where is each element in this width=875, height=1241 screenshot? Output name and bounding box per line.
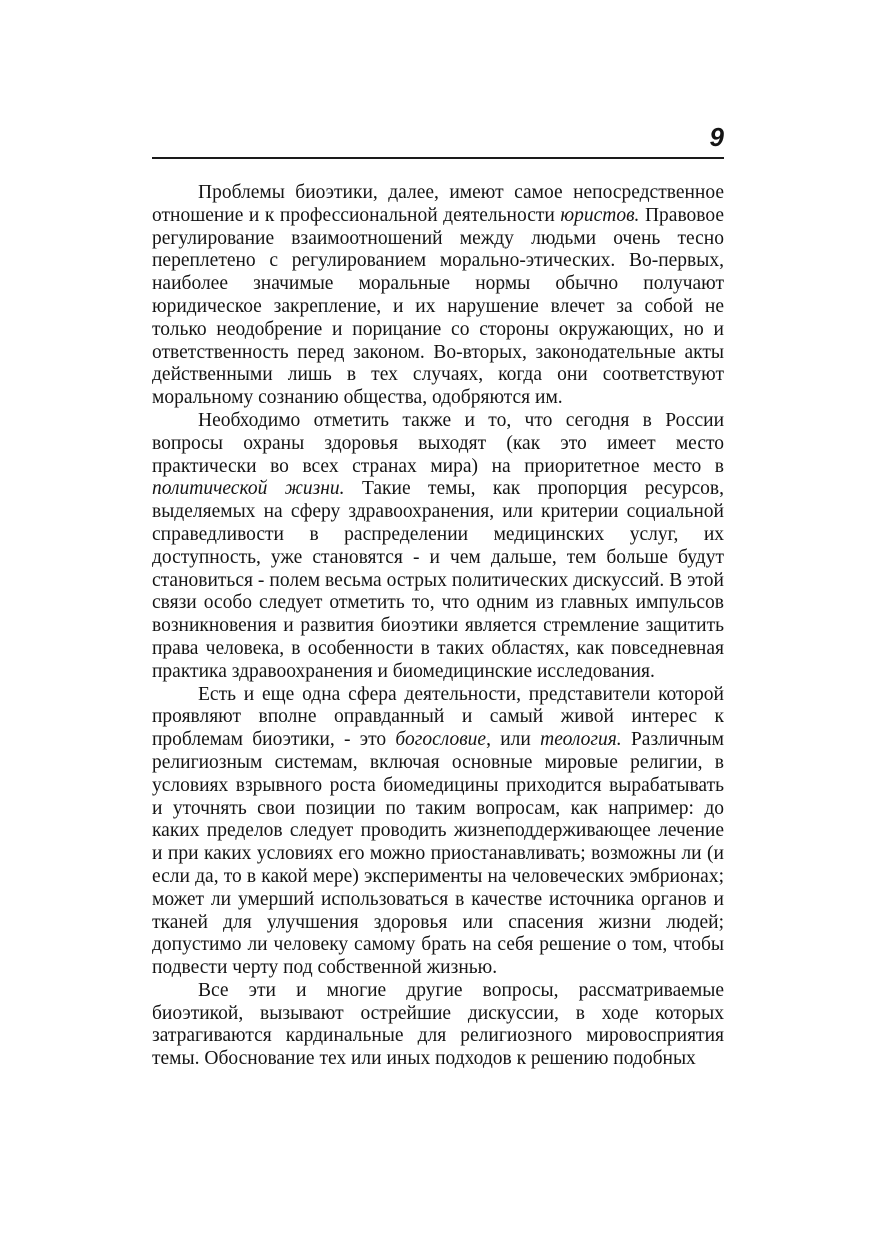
paragraph-text: Есть и еще одна сфера деятельности, представители которой проявляют вполне оправданный и самый живой интерес к проблемам биоэтики, - это: [152, 683, 724, 751]
body-text: [152, 182, 724, 1071]
paragraph-discussions: [152, 980, 724, 1071]
paragraph-text: Проблемы биоэтики, далее, имеют самое непосредственное отношение и к профессиональной деятельности: [152, 182, 724, 226]
paragraph-theology: [152, 684, 724, 980]
paragraph-text: , или: [486, 729, 541, 751]
header-rule: [152, 157, 724, 159]
paragraph-lawyers: [152, 182, 724, 410]
paragraph-text: Правовое регулирование взаимоотношений между людьми очень тесно переплетено с регулированием морально-этических. Во-первых, наиболее значимые моральные нормы обычно получают юридическое закрепление, и их нарушение влечет за собой не только неодобрение и порицание со стороны окружающих, но и ответственность перед законом. Во-вторых, законодательные акты действенными лишь в тех случаях, когда они соответствуют моральному сознанию общества, одобряются им.: [152, 204, 725, 409]
paragraph-text: Различным религиозным системам, включая основные мировые религии, в условиях взрывного роста биомедицины приходится вырабатывать и уточнять свои позиции по таким вопросам, как например: до каких пределов следует проводить жизнеподдерживающее лечение и при каких условиях его можно приостанавливать; возможны ли (и если да, то в какой мере) эксперименты на человеческих эмбрионах; может ли умерший использоваться в качестве источника органов и тканей для улучшения здоровья или спасения жизни людей; допустимо ли человеку самому брать на себя решение о том, чтобы подвести черту под собственной жизнью.: [152, 729, 724, 979]
emphasis-teologiya: теология.: [540, 729, 622, 751]
page-number: 9: [709, 122, 724, 152]
emphasis-bogoslovie: богословие: [395, 729, 487, 751]
paragraph-text: Все эти и многие другие вопросы, рассматриваемые биоэтикой, вызывают острейшие дискуссии, в ходе которых затрагиваются кардинальные для религиозного мировосприятия темы. Обоснование тех или иных подходов к решению подобных: [152, 979, 724, 1070]
paragraph-text: Такие темы, как пропорция ресурсов, выделяемых на сферу здравоохранения, или критерии социальной справедливости в распределении медицинских услуг, их доступность, уже становятся - и чем дальше, тем больше будут становиться - полем весьма острых политических дискуссий. В этой связи особо следует отметить то, что одним из главных импульсов возникновения и развития биоэтики является стремление защитить права человека, в особенности в таких областях, как повседневная практика здравоохранения и биомедицинские исследования.: [152, 478, 724, 682]
emphasis-lawyers: юристов.: [560, 204, 640, 226]
paragraph-politics: [152, 410, 724, 684]
emphasis-political-life: политической жизни.: [152, 478, 345, 500]
paragraph-text: Необходимо отметить также и то, что сегодня в России вопросы охраны здоровья выходят (как это имеет место практически во всех странах мира) на приоритетное место в: [152, 409, 724, 477]
